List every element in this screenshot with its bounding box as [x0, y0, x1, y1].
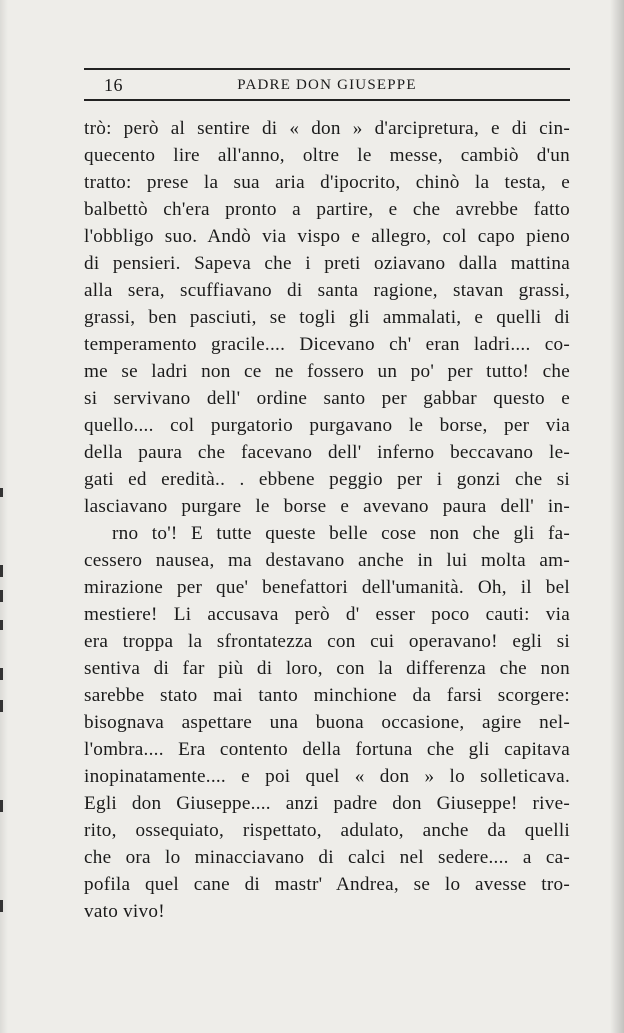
text-line: inopinatamente.... e poi quel « don » lo solleticava. [84, 766, 570, 787]
body-text [84, 115, 570, 925]
text-line: quecento lire all'anno, oltre le messe, cambiò d'un [84, 145, 570, 166]
text-line: bisognava aspettare una buona occasione, agire nel- [84, 712, 570, 733]
header-rule-top [84, 68, 570, 70]
scan-mark [0, 800, 3, 812]
text-line: l'ombra.... Era contento della fortuna che gli capitava [84, 739, 570, 760]
text-line: mestiere! Li accusava però d' esser poco cauti: via [84, 604, 570, 625]
text-line: gati ed eredità.. . ebbene peggio per i gonzi che si [84, 469, 570, 490]
text-line: l'obbligo suo. Andò via vispo e allegro, col capo pieno [84, 226, 570, 247]
text-line: rito, ossequiato, rispettato, adulato, anche da quelli [84, 820, 570, 841]
text-line: sarebbe stato mai tanto minchione da farsi scorgere: [84, 685, 570, 706]
text-line: pofila quel cane di mastr' Andrea, se lo avesse tro- [84, 874, 570, 895]
page-number: 16 [104, 75, 123, 95]
text-line: si servivano dell' ordine santo per gabbar questo e [84, 388, 570, 409]
text-line: rno to'! E tutte queste belle cose non che gli fa- [112, 523, 570, 544]
text-line: sentiva di far più di loro, con la differenza che non [84, 658, 570, 679]
text-line: cessero nausea, ma destavano anche in lui molta am- [84, 550, 570, 571]
scan-mark [0, 700, 3, 712]
scan-mark [0, 590, 3, 602]
scan-mark [0, 900, 3, 912]
scan-mark [0, 668, 3, 680]
text-line: alla sera, scuffiavano di santa ragione, stavan grassi, [84, 280, 570, 301]
text-line: temperamento gracile.... Dicevano ch' eran ladri.... co- [84, 334, 570, 355]
text-line: grassi, ben pasciuti, se togli gli ammalati, e quelli di [84, 307, 570, 328]
text-line: di pensieri. Sapeva che i preti oziavano dalla mattina [84, 253, 570, 274]
text-line: quello.... col purgatorio purgavano le borse, per via [84, 415, 570, 436]
scan-mark [0, 565, 3, 577]
header-rule-bottom [84, 99, 570, 101]
page-left-edge [0, 0, 8, 1033]
text-line: era troppa la sfrontatezza con cui operavano! egli si [84, 631, 570, 652]
text-line: tratto: prese la sua aria d'ipocrito, chinò la testa, e [84, 172, 570, 193]
text-line: balbettò ch'era pronto a partire, e che avrebbe fatto [84, 199, 570, 220]
text-line: me se ladri non ce ne fossero un po' per tutto! che [84, 361, 570, 382]
text-line: lasciavano purgare le borse e avevano paura dell' in- [84, 496, 570, 517]
scan-mark [0, 488, 3, 497]
running-title: PADRE DON GIUSEPPE [237, 77, 417, 93]
text-line: della paura che facevano dell' inferno beccavano le- [84, 442, 570, 463]
text-line: mirazione per que' benefattori dell'umanità. Oh, il bel [84, 577, 570, 598]
running-header [84, 74, 570, 98]
text-line: vato vivo! [84, 901, 165, 922]
text-line: Egli don Giuseppe.... anzi padre don Giuseppe! rive- [84, 793, 570, 814]
scan-mark [0, 620, 3, 630]
text-line: che ora lo minacciavano di calci nel sedere.... a ca- [84, 847, 570, 868]
binding-shadow [610, 0, 624, 1033]
text-line: trò: però al sentire di « don » d'arcipretura, e di cin- [84, 118, 570, 139]
